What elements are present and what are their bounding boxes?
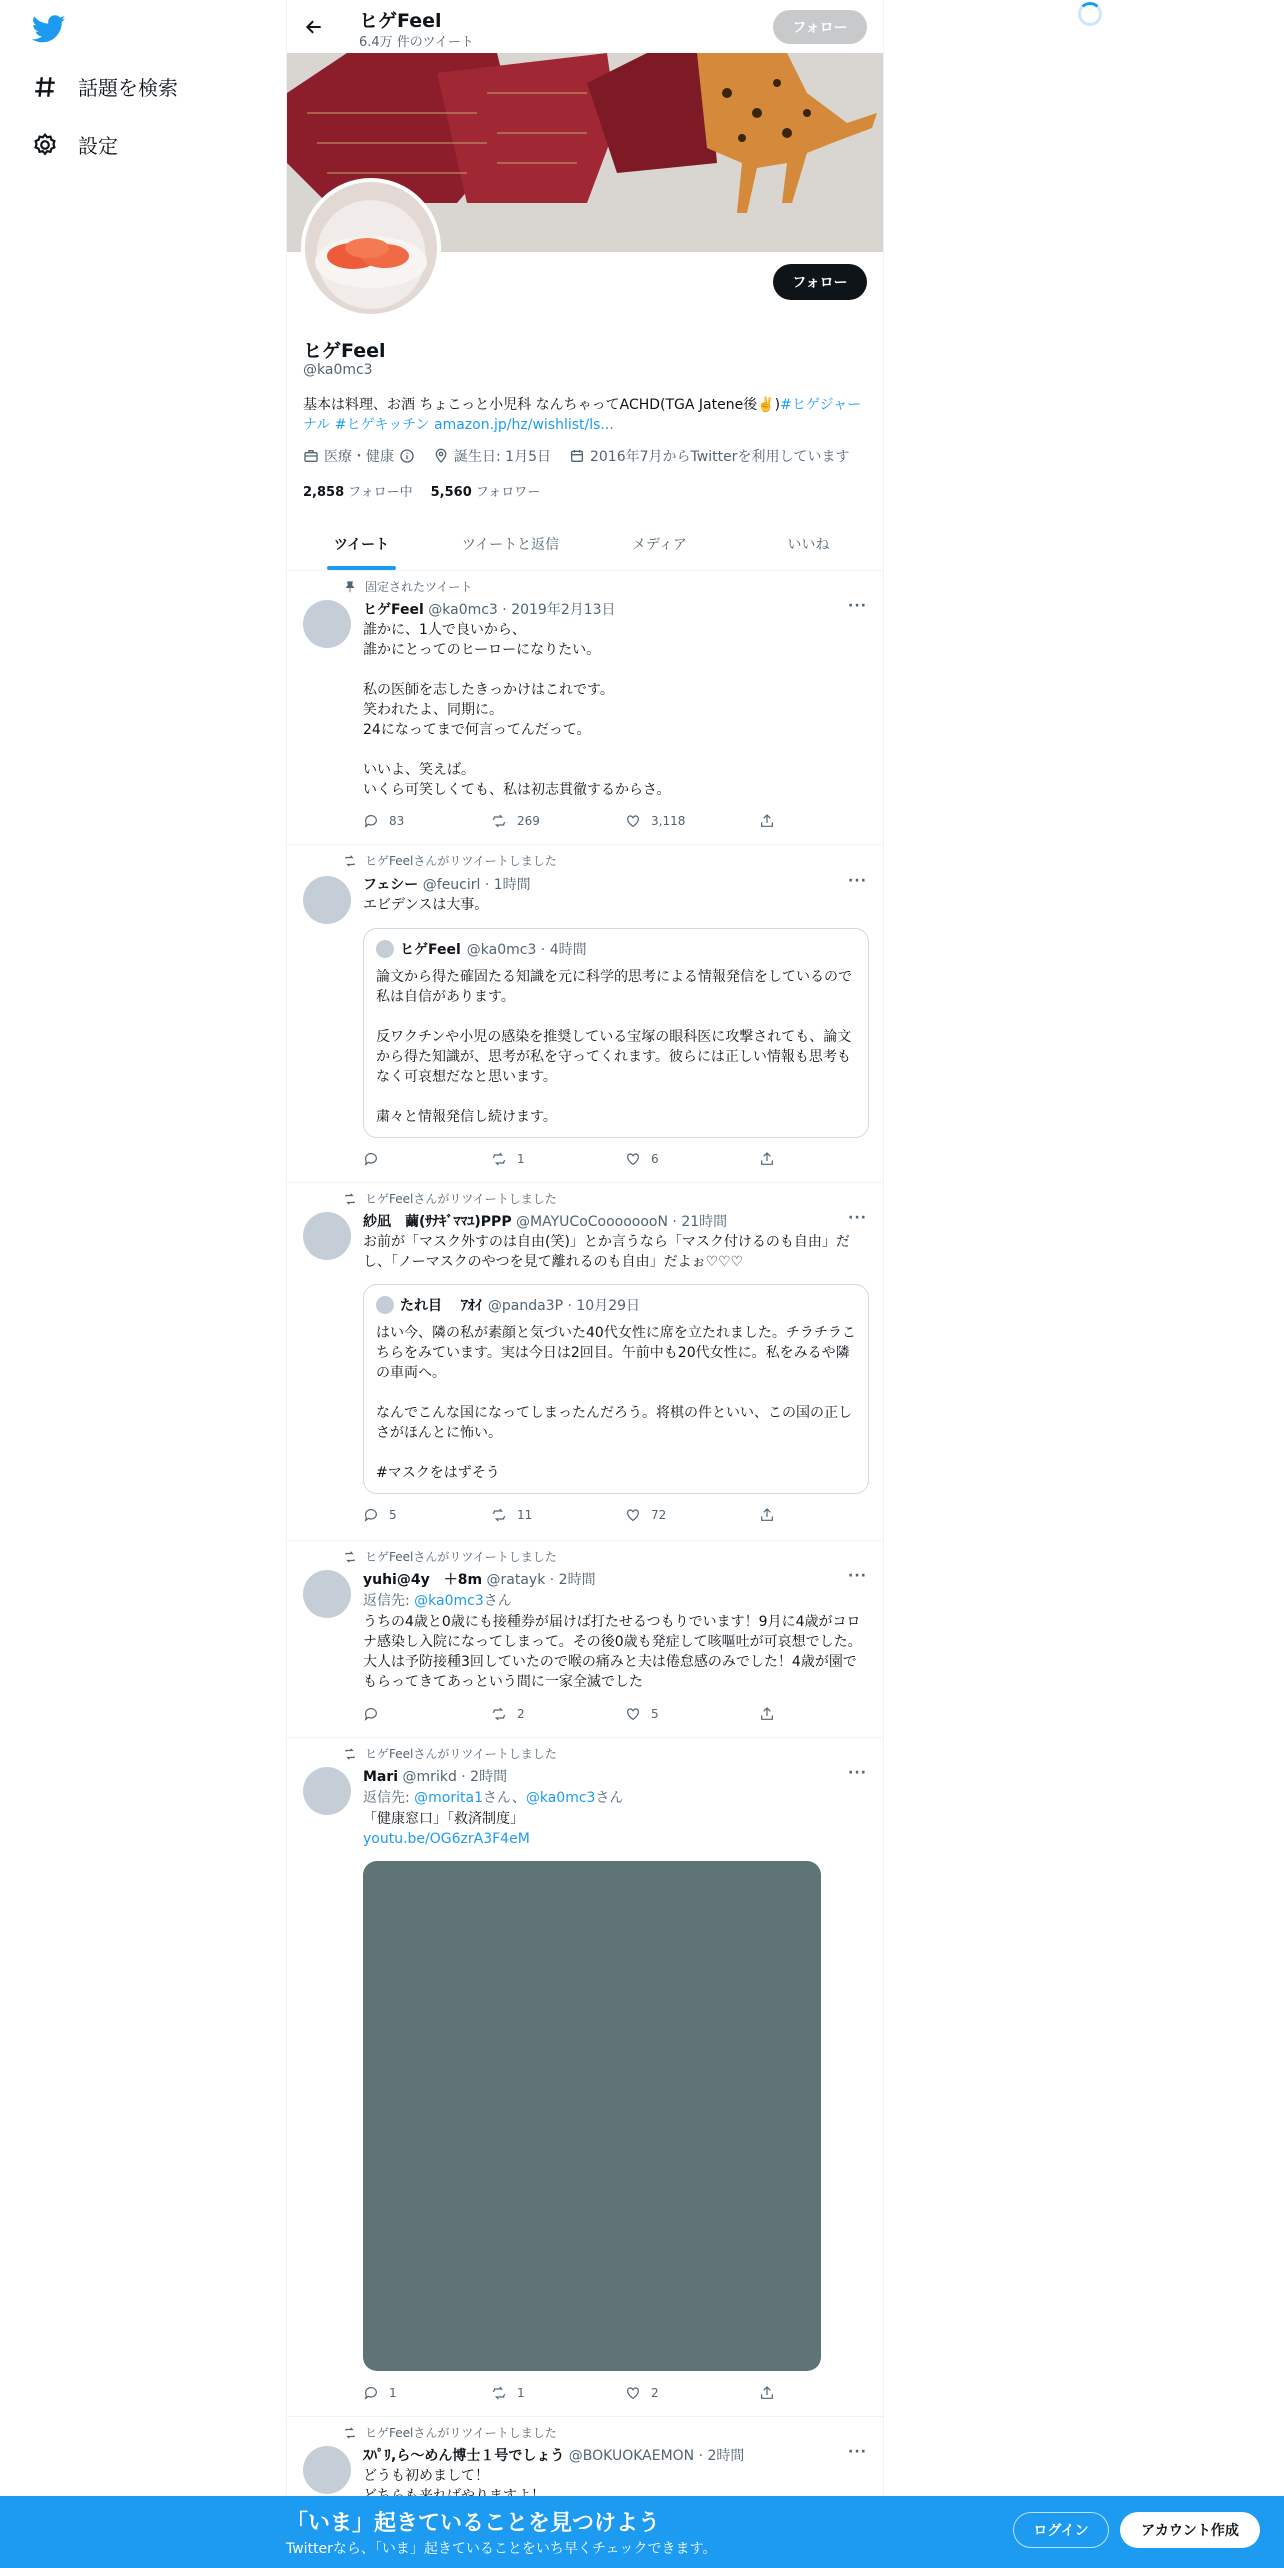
pin-icon bbox=[343, 580, 357, 594]
share-icon bbox=[759, 1151, 775, 1167]
tweet-text: お前が「マスク外すのは自由(笑)」とか言うなら「マスク付けるのも自由」だし、「ノーマスクのやつを見て離れるのも自由」だよぉ♡♡♡ bbox=[363, 1234, 850, 1270]
reply-to-suffix: さん bbox=[483, 1593, 512, 1609]
reply-button[interactable] bbox=[363, 1507, 491, 1523]
more-options-icon[interactable]: ··· bbox=[848, 1568, 867, 1584]
followers-link[interactable] bbox=[431, 481, 541, 500]
share-icon bbox=[759, 1706, 775, 1722]
heart-icon bbox=[625, 1151, 641, 1167]
tweet-media[interactable] bbox=[363, 1861, 821, 2371]
profile-birthday bbox=[433, 446, 551, 466]
loading-spinner-icon bbox=[1078, 2, 1102, 26]
retweet-button[interactable] bbox=[491, 2385, 625, 2401]
tweet-item[interactable] bbox=[287, 1184, 883, 1541]
heart-icon bbox=[625, 1507, 641, 1523]
tweet-actions bbox=[363, 1507, 783, 1523]
avatar bbox=[376, 940, 394, 958]
avatar[interactable] bbox=[303, 1212, 351, 1260]
tweet-header bbox=[363, 1569, 596, 1589]
avatar[interactable] bbox=[303, 1767, 351, 1815]
twitter-bird-icon[interactable] bbox=[32, 12, 66, 46]
quoted-meta: @panda3P · 10月29日 bbox=[487, 1298, 641, 1314]
reply-count: 5 bbox=[389, 1508, 397, 1522]
retweet-count: 269 bbox=[517, 814, 540, 828]
profile-tabs bbox=[287, 518, 883, 571]
back-button[interactable] bbox=[299, 12, 329, 42]
like-count: 2 bbox=[651, 2386, 659, 2400]
heart-icon bbox=[625, 1706, 641, 1722]
reply-to-mention[interactable]: @morita1 bbox=[414, 1790, 483, 1806]
tweet-actions bbox=[363, 1706, 783, 1722]
reply-icon bbox=[363, 813, 379, 829]
retweet-count: 11 bbox=[517, 1508, 533, 1522]
more-options-icon[interactable]: ··· bbox=[848, 2444, 867, 2460]
profile-handle: @ka0mc3 bbox=[303, 362, 373, 378]
tweet-meta[interactable]: @BOKUOKAEMON · 2時間 bbox=[568, 2448, 745, 2464]
tweet-text: うちの4歳と0歳にも接種券が届けば打たせるつもりでいます！9月に4歳がコロナ感染し入院になってしまって。その後0歳も発症して咳嘔吐が可哀想でした。大人は予防接種3回していたので喉の痛みと夫は倦怠感のみでした！4歳が園でもらってきてあっという間に一家全滅でした bbox=[363, 1614, 862, 1690]
avatar[interactable] bbox=[303, 2446, 351, 2494]
quoted-author-name: ヒゲFeel bbox=[400, 942, 461, 958]
tweet-meta[interactable]: @ka0mc3 · 2019年2月13日 bbox=[428, 602, 616, 618]
tweet-context-label: ヒゲFeelさんがリツイートしました bbox=[365, 854, 557, 868]
profile-name: ヒゲFeel bbox=[303, 340, 386, 362]
tweet-header bbox=[363, 2445, 744, 2465]
tweet-item[interactable] bbox=[287, 1739, 883, 2417]
like-button[interactable] bbox=[625, 1507, 759, 1523]
retweet-icon bbox=[343, 854, 357, 868]
tab-likes[interactable]: いいね bbox=[787, 537, 830, 553]
reply-to-prefix: 返信先: bbox=[363, 1593, 415, 1609]
retweet-icon bbox=[491, 2385, 507, 2401]
bio-hashtag-kitchen[interactable]: #ヒゲキッチン bbox=[334, 417, 430, 433]
tweet-actions bbox=[363, 1151, 783, 1167]
reply-icon bbox=[363, 1706, 379, 1722]
tweet-author-name[interactable]: 紗凪 繭(ｻﾅｷﾞﾏﾏﾕ)PPP bbox=[363, 1214, 512, 1230]
share-icon bbox=[759, 2385, 775, 2401]
tweet-context-label: ヒゲFeelさんがリツイートしました bbox=[365, 2426, 557, 2440]
tweet-context bbox=[333, 578, 472, 595]
share-button[interactable] bbox=[759, 1706, 775, 1722]
briefcase-icon bbox=[303, 448, 319, 464]
tweet-author-name[interactable]: ｽﾊﾟﾘ,ら〜めん博士１号でしょう bbox=[363, 2448, 565, 2464]
profile-follow-counts bbox=[303, 481, 540, 500]
retweet-count: 1 bbox=[517, 2386, 525, 2400]
bio-hashtag-journal[interactable]: #ヒゲジャーナル bbox=[303, 397, 862, 433]
reply-to-line bbox=[363, 1590, 512, 1610]
tweet-author-name[interactable]: yuhi@4y ＋8m bbox=[363, 1572, 483, 1588]
reply-to-line bbox=[363, 1787, 623, 1807]
more-options-icon[interactable]: ··· bbox=[848, 1210, 867, 1226]
tweet-meta[interactable]: @mrikd · 2時間 bbox=[402, 1769, 508, 1785]
reply-to-mention[interactable]: @ka0mc3 bbox=[414, 1593, 484, 1609]
retweet-icon bbox=[343, 2426, 357, 2440]
tweet-author-name[interactable]: ヒゲFeel bbox=[363, 602, 424, 618]
reply-button[interactable] bbox=[363, 2385, 491, 2401]
reply-button[interactable] bbox=[363, 813, 491, 829]
signup-banner bbox=[0, 2496, 1284, 2568]
retweet-icon bbox=[491, 813, 507, 829]
share-button[interactable] bbox=[759, 1151, 775, 1167]
tweet-meta[interactable]: @feucirl · 1時間 bbox=[422, 877, 531, 893]
reply-to-suffix: さん bbox=[595, 1790, 624, 1806]
reply-to-prefix: 返信先: bbox=[363, 1790, 415, 1806]
tweet-text: エビデンスは大事。 bbox=[363, 897, 489, 913]
quoted-tweet-text: はい今、隣の私が素顔と気づいた40代女性に席を立たれました。チラチラこちらをみています。実は今日は2回目。午前中も20代女性に。私をみるや隣の車両へ。 なんでこんな国になってしまったんだろう。将棋の件といい、この国の正しさがほんとに怖い。 #マスクをはずそう bbox=[376, 1325, 856, 1481]
retweet-icon bbox=[491, 1151, 507, 1167]
quoted-tweet[interactable] bbox=[363, 928, 869, 1138]
tweet-context bbox=[333, 1190, 557, 1207]
like-count: 6 bbox=[651, 1152, 659, 1166]
follow-button[interactable]: フォロー bbox=[773, 264, 867, 300]
avatar[interactable] bbox=[303, 876, 351, 924]
quoted-meta: @ka0mc3 · 4時間 bbox=[466, 942, 587, 958]
share-button[interactable] bbox=[759, 1507, 775, 1523]
profile-category-label: 医療・健康 bbox=[324, 449, 394, 465]
main-column bbox=[286, 0, 884, 2568]
retweet-icon bbox=[343, 1550, 357, 1564]
back-arrow-icon bbox=[304, 17, 324, 37]
reply-button[interactable] bbox=[363, 1151, 491, 1167]
following-link[interactable] bbox=[303, 481, 413, 500]
share-button[interactable] bbox=[759, 813, 775, 829]
avatar[interactable] bbox=[303, 600, 351, 648]
reply-button[interactable] bbox=[363, 1706, 491, 1722]
like-count: 5 bbox=[651, 1707, 659, 1721]
nav-settings[interactable] bbox=[32, 130, 118, 159]
tweet-item[interactable] bbox=[287, 572, 883, 845]
tweet-item[interactable] bbox=[287, 846, 883, 1183]
info-icon[interactable] bbox=[399, 448, 415, 464]
share-icon bbox=[759, 813, 775, 829]
like-button[interactable] bbox=[625, 1706, 759, 1722]
tweet-meta[interactable]: @ratayk · 2時間 bbox=[486, 1572, 596, 1588]
profile-joined bbox=[569, 446, 849, 466]
more-options-icon[interactable]: ··· bbox=[848, 1765, 867, 1781]
profile-bio bbox=[303, 395, 869, 435]
like-count: 72 bbox=[651, 1508, 667, 1522]
reply-icon bbox=[363, 1507, 379, 1523]
more-options-icon[interactable]: ··· bbox=[848, 598, 867, 614]
nav-explore[interactable] bbox=[32, 72, 178, 101]
tab-tweets-and-replies[interactable]: ツイートと返信 bbox=[461, 537, 560, 553]
signup-banner-subtitle: Twitterなら、「いま」起きていることをいち早くチェックできます。 bbox=[286, 2541, 717, 2557]
retweet-count: 2 bbox=[517, 1707, 525, 1721]
retweet-icon bbox=[343, 1747, 357, 1761]
reply-icon bbox=[363, 1151, 379, 1167]
profile-joined-label: 2016年7月からTwitterを利用しています bbox=[589, 449, 850, 465]
share-icon bbox=[759, 1507, 775, 1523]
topbar-follow-button[interactable]: フォロー bbox=[773, 10, 867, 44]
profile-meta bbox=[303, 446, 869, 466]
tweet-context bbox=[333, 852, 557, 869]
hashtag-icon bbox=[32, 74, 58, 100]
tweet-meta[interactable]: @MAYUCoCoooooooN · 21時間 bbox=[516, 1214, 728, 1230]
retweet-icon bbox=[343, 1192, 357, 1206]
tweet-header bbox=[363, 874, 531, 894]
tweet-context-label: ヒゲFeelさんがリツイートしました bbox=[365, 1192, 557, 1206]
login-button[interactable]: ログイン bbox=[1013, 2512, 1109, 2548]
retweet-button[interactable] bbox=[491, 1507, 625, 1523]
tweet-header bbox=[363, 1766, 507, 1786]
tweet-author-name[interactable]: Mari bbox=[363, 1769, 399, 1785]
reply-count: 1 bbox=[389, 2386, 397, 2400]
tab-media[interactable]: メディア bbox=[632, 537, 687, 553]
tweet-author-name[interactable]: フェシー bbox=[363, 877, 419, 893]
quoted-tweet[interactable] bbox=[363, 1284, 869, 1494]
topbar-name: ヒゲFeel bbox=[359, 10, 442, 32]
profile-topbar bbox=[287, 0, 883, 53]
reply-to-mention-2[interactable]: @ka0mc3 bbox=[525, 1790, 596, 1806]
tweet-header bbox=[363, 1211, 727, 1231]
retweet-icon bbox=[491, 1706, 507, 1722]
tweet-context-label: 固定されたツイート bbox=[365, 580, 473, 594]
heart-icon bbox=[625, 813, 641, 829]
bio-wishlist-link[interactable]: amazon.jp/hz/wishlist/ls... bbox=[433, 417, 614, 433]
avatar-image bbox=[305, 182, 437, 314]
tweet-text: どうも初めまして！ bbox=[363, 2468, 489, 2484]
reply-icon bbox=[363, 2385, 379, 2401]
following-label: フォロー中 bbox=[348, 485, 413, 500]
calendar-icon bbox=[569, 448, 585, 464]
heart-icon bbox=[625, 2385, 641, 2401]
like-button[interactable] bbox=[625, 2385, 759, 2401]
signup-button[interactable]: アカウント作成 bbox=[1120, 2512, 1260, 2548]
like-button[interactable] bbox=[625, 813, 759, 829]
signup-banner-title: 「いま」起きていることを見つけよう bbox=[286, 2511, 661, 2536]
quoted-author-name: たれ目 ｱｵｲ bbox=[400, 1298, 482, 1314]
followers-count: 5,560 bbox=[430, 485, 472, 500]
tweet-actions bbox=[363, 813, 783, 829]
nav-explore-label: 話題を検索 bbox=[78, 76, 178, 100]
profile-birthday-label: 誕生日: 1月5日 bbox=[454, 449, 551, 465]
avatar bbox=[376, 1296, 394, 1314]
location-pin-icon bbox=[433, 448, 449, 464]
followers-label: フォロワー bbox=[475, 485, 541, 500]
retweet-icon bbox=[491, 1507, 507, 1523]
topbar-tweet-count: 6.4万 件のツイート bbox=[359, 35, 474, 50]
reply-to-mid: さん、 bbox=[483, 1790, 526, 1806]
profile-category bbox=[303, 446, 415, 466]
following-count: 2,858 bbox=[303, 485, 345, 500]
more-options-icon[interactable]: ··· bbox=[848, 873, 867, 889]
retweet-button[interactable] bbox=[491, 813, 625, 829]
tweet-item[interactable] bbox=[287, 1542, 883, 1738]
nav-settings-label: 設定 bbox=[78, 134, 118, 158]
reply-count: 83 bbox=[389, 814, 405, 828]
share-button[interactable] bbox=[759, 2385, 775, 2401]
tweet-context-label: ヒゲFeelさんがリツイートしました bbox=[365, 1747, 557, 1761]
gear-icon bbox=[32, 132, 58, 158]
tab-tweets[interactable]: ツイート bbox=[287, 518, 436, 570]
tweet-text: 誰かに、1人で良いから、 誰かにとってのヒーローになりたい。 私の医師を志したきっかけはこれです。 笑われたよ、同期に。 24になってまで何言ってんだって。 いいよ、笑えば。 いくら可笑しくても、私は初志貫徹するからさ。 bbox=[363, 622, 671, 798]
retweet-button[interactable] bbox=[491, 1151, 625, 1167]
tweet-context bbox=[333, 1548, 557, 1565]
tweet-header bbox=[363, 599, 616, 619]
bio-text: 基本は料理、お酒 ちょこっと小児科 なんちゃってACHD(TGA Jatene後✌️) bbox=[303, 397, 781, 413]
quoted-tweet-header bbox=[376, 1295, 640, 1315]
tweet-text: 「健康窓口」「救済制度」 bbox=[363, 1811, 524, 1827]
tweet-actions bbox=[363, 2385, 783, 2401]
avatar[interactable] bbox=[303, 1570, 351, 1618]
like-button[interactable] bbox=[625, 1151, 759, 1167]
like-count: 3,118 bbox=[651, 814, 686, 828]
retweet-count: 1 bbox=[517, 1152, 525, 1166]
tweet-context-label: ヒゲFeelさんがリツイートしました bbox=[365, 1550, 557, 1564]
quoted-tweet-header bbox=[376, 939, 587, 959]
tweet-link[interactable]: youtu.be/OG6zrA3F4eM bbox=[363, 1831, 530, 1847]
quoted-tweet-text: 論文から得た確固たる知識を元に科学的思考による情報発信をしているので私は自信があります。 反ワクチンや小児の感染を推奨している宝塚の眼科医に攻撃されても、論文から得た知識が、思考が私を守ってくれます。彼らには正しい情報も思考もなく可哀想だなと思います。 粛々と情報発信し続けます。 bbox=[376, 969, 852, 1125]
tweet-context bbox=[333, 2424, 557, 2441]
profile-avatar[interactable] bbox=[301, 178, 441, 318]
retweet-button[interactable] bbox=[491, 1706, 625, 1722]
tweet-context bbox=[333, 1745, 557, 1762]
